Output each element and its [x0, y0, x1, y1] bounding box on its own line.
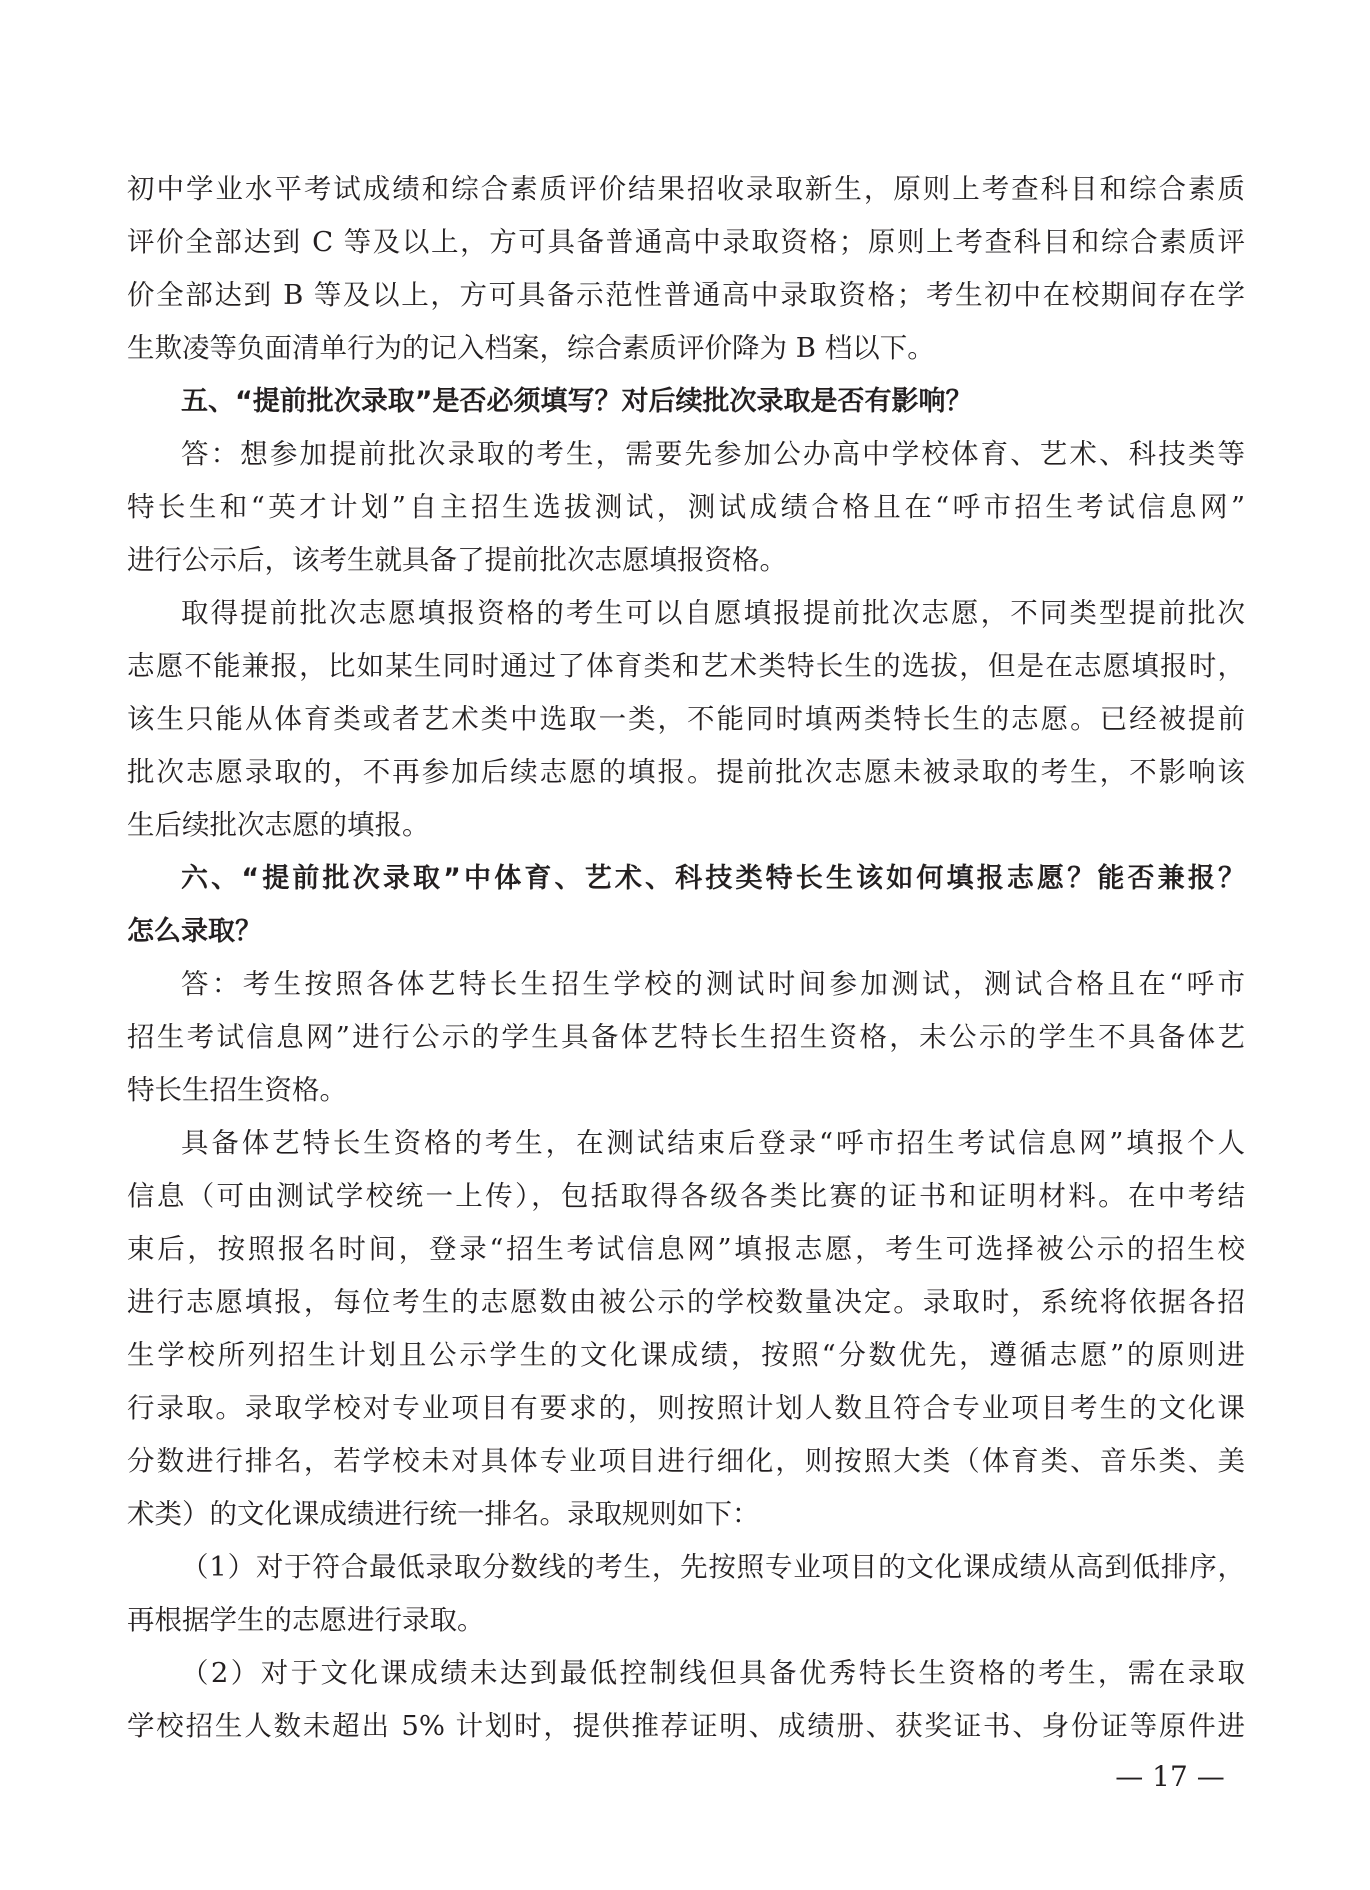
section-heading: 怎么录取？ [127, 916, 262, 947]
text-line: 价全部达到 B 等及以上，方可具备示范性普通高中录取资格；考生初中在校期间存在学 [127, 279, 1245, 311]
text-line: 批次志愿录取的，不再参加后续志愿的填报。提前批次志愿未被录取的考生，不影响该 [127, 756, 1245, 788]
text-line: 志愿不能兼报，比如某生同时通过了体育类和艺术类特长生的选拔，但是在志愿填报时， [127, 650, 1245, 682]
text-line: 取得提前批次志愿填报资格的考生可以自愿填报提前批次志愿，不同类型提前批次 [181, 597, 1245, 629]
text-line: 招生考试信息网”进行公示的学生具备体艺特长生招生资格，未公示的学生不具备体艺 [127, 1021, 1245, 1053]
text-line: 生后续批次志愿的填报。 [127, 809, 430, 841]
body-text [127, 163, 1245, 1753]
text-line: 答：考生按照各体艺特长生招生学校的测试时间参加测试，测试合格且在“呼市 [181, 968, 1245, 1000]
text-line: 分数进行排名，若学校未对具体专业项目进行细化，则按照大类（体育类、音乐类、美 [127, 1445, 1245, 1477]
section-heading: 五、“提前批次录取”是否必须填写？对后续批次录取是否有影响？ [181, 386, 973, 417]
text-line: （1）对于符合最低录取分数线的考生，先按照专业项目的文化课成绩从高到低排序， [181, 1551, 1245, 1583]
text-line: 评价全部达到 C 等及以上，方可具备普通高中录取资格；原则上考查科目和综合素质评 [127, 226, 1245, 258]
text-line: 束后，按照报名时间，登录“招生考试信息网”填报志愿，考生可选择被公示的招生校 [127, 1233, 1245, 1265]
text-line: （2）对于文化课成绩未达到最低控制线但具备优秀特长生资格的考生，需在录取 [181, 1657, 1245, 1689]
text-line: 再根据学生的志愿进行录取。 [127, 1604, 485, 1636]
text-line: 行录取。录取学校对专业项目有要求的，则按照计划人数且符合专业项目考生的文化课 [127, 1392, 1245, 1424]
text-line: 该生只能从体育类或者艺术类中选取一类，不能同时填两类特长生的志愿。已经被提前 [127, 703, 1245, 735]
text-line: 特长生招生资格。 [127, 1074, 347, 1106]
text-line: 学校招生人数未超出 5% 计划时，提供推荐证明、成绩册、获奖证书、身份证等原件进 [127, 1710, 1245, 1742]
text-line: 生欺凌等负面清单行为的记入档案，综合素质评价降为 B 档以下。 [127, 332, 935, 364]
page-number: — 17 — [1115, 1760, 1225, 1793]
text-line: 具备体艺特长生资格的考生，在测试结束后登录“呼市招生考试信息网”填报个人 [181, 1127, 1245, 1159]
text-line: 答：想参加提前批次录取的考生，需要先参加公办高中学校体育、艺术、科技类等 [181, 438, 1245, 470]
text-line: 术类）的文化课成绩进行统一排名。录取规则如下： [127, 1498, 760, 1530]
text-line: 信息（可由测试学校统一上传），包括取得各级各类比赛的证书和证明材料。在中考结 [127, 1180, 1245, 1212]
text-line: 特长生和“英才计划”自主招生选拔测试，测试成绩合格且在“呼市招生考试信息网” [127, 491, 1245, 523]
text-line: 初中学业水平考试成绩和综合素质评价结果招收录取新生，原则上考查科目和综合素质 [127, 173, 1245, 205]
text-line: 进行志愿填报，每位考生的志愿数由被公示的学校数量决定。录取时，系统将依据各招 [127, 1286, 1245, 1318]
text-line: 进行公示后，该考生就具备了提前批次志愿填报资格。 [127, 544, 787, 576]
text-line: 生学校所列招生计划且公示学生的文化课成绩，按照“分数优先，遵循志愿”的原则进 [127, 1339, 1245, 1371]
section-heading: 六、“提前批次录取”中体育、艺术、科技类特长生该如何填报志愿？能否兼报？ [181, 863, 1245, 894]
